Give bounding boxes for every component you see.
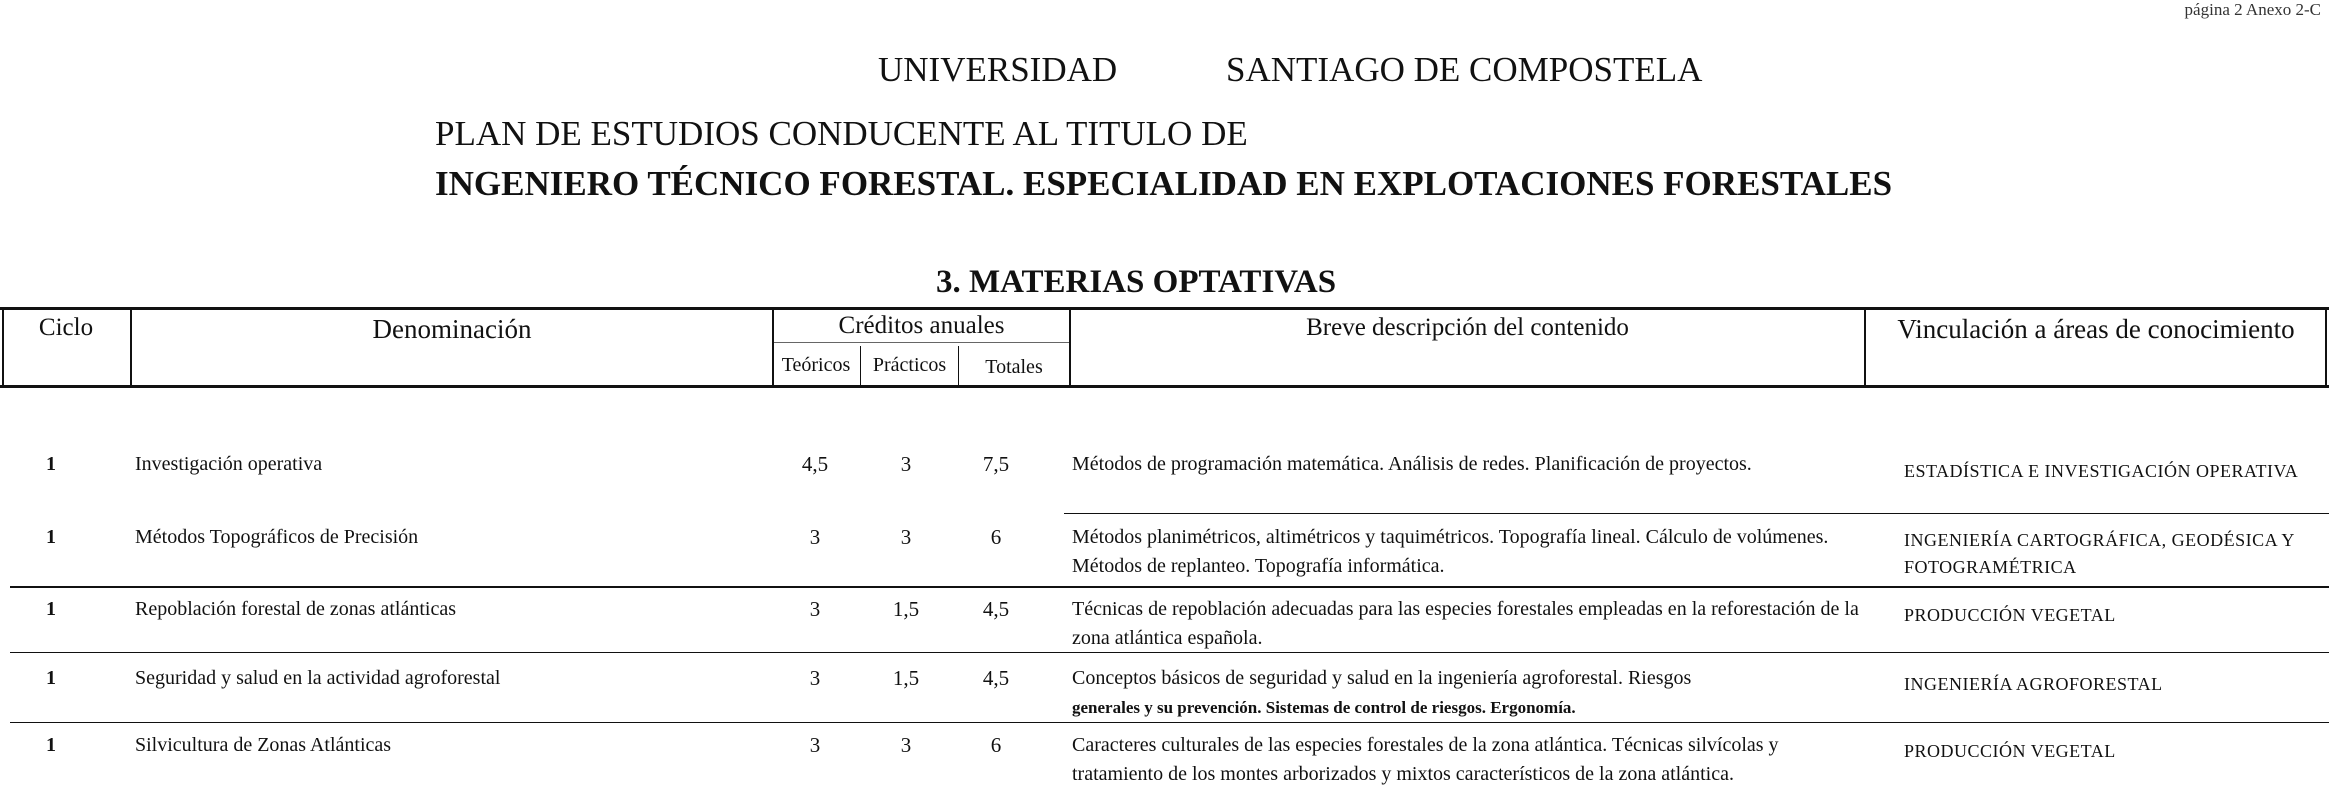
row-totales: 6 [990, 525, 1002, 549]
row-descripcion: Métodos de programación matemática. Análisis de redes. Planificación de proyectos. [1072, 453, 1752, 475]
row-descripcion: Métodos planimétricos, altimétricos y taquimétricos. Topografía lineal. Cálculo de volúmenes. Métodos de replanteo. Topografía informática. [1072, 526, 1829, 577]
row-descripcion: Caracteres culturales de las especies forestales de la zona atlántica. Técnicas silvícolas y tratamiento de los montes arborizados y mixtos característicos de la zona atlántica. [1072, 734, 1779, 785]
row-practicos: 1,5 [892, 666, 920, 690]
row-descripcion-line: Conceptos básicos de seguridad y salud en la ingeniería agroforestal. Riesgos [1072, 667, 1692, 689]
row-practicos: 3 [900, 452, 912, 476]
row-descripcion [1072, 664, 1862, 722]
row-area: ESTADÍSTICA E INVESTIGACIÓN OPERATIVA [1904, 461, 2299, 481]
row-teoricos: 3 [809, 597, 821, 621]
row-area: PRODUCCIÓN VEGETAL [1904, 605, 2116, 625]
section-title: 3. MATERIAS OPTATIVAS [936, 264, 1337, 300]
row-ciclo: 1 [46, 734, 56, 756]
col-practicos: Prácticos [872, 354, 947, 376]
row-ciclo: 1 [46, 598, 56, 620]
row-practicos: 1,5 [892, 597, 920, 621]
row-practicos: 3 [900, 733, 912, 757]
col-teoricos: Teóricos [781, 354, 851, 376]
row-divider [10, 652, 2329, 653]
university-label: UNIVERSIDAD [878, 50, 1118, 89]
degree-title: INGENIERO TÉCNICO FORESTAL. ESPECIALIDAD EN EXPLOTACIONES FORESTALES [435, 164, 1893, 203]
row-practicos: 3 [900, 525, 912, 549]
col-totales: Totales [985, 356, 1043, 378]
row-denominacion: Seguridad y salud en la actividad agroforestal [135, 667, 501, 689]
header-bottom-rule [0, 385, 2329, 388]
row-area: INGENIERÍA CARTOGRÁFICA, GEODÉSICA Y FOTOGRAMÉTRICA [1904, 530, 2295, 577]
row-totales: 6 [990, 733, 1002, 757]
row-totales: 4,5 [982, 597, 1010, 621]
page-reference: página 2 Anexo 2-C [2184, 0, 2321, 19]
row-teoricos: 3 [809, 666, 821, 690]
row-teoricos: 4,5 [801, 452, 829, 476]
row-totales: 7,5 [982, 452, 1010, 476]
row-teoricos: 3 [809, 525, 821, 549]
row-ciclo: 1 [46, 667, 56, 689]
col-descripcion: Breve descripción del contenido [1306, 314, 1629, 341]
row-teoricos: 3 [809, 733, 821, 757]
row-ciclo: 1 [46, 526, 56, 548]
row-descripcion-bold-line: generales y su prevención. Sistemas de control de riesgos. Ergonomía. [1072, 698, 1576, 717]
row-area: INGENIERÍA AGROFORESTAL [1904, 674, 2163, 694]
row-denominacion: Repoblación forestal de zonas atlánticas [135, 598, 456, 620]
credits-sub-rule [772, 342, 1070, 343]
row-area: PRODUCCIÓN VEGETAL [1904, 741, 2116, 761]
col-creditos: Créditos anuales [838, 312, 1005, 339]
row-totales: 4,5 [982, 666, 1010, 690]
row-denominacion: Investigación operativa [135, 453, 323, 475]
university-city: SANTIAGO DE COMPOSTELA [1226, 50, 1703, 89]
header-top-rule [0, 307, 2329, 310]
row-ciclo: 1 [46, 453, 56, 475]
plan-title: PLAN DE ESTUDIOS CONDUCENTE AL TITULO DE [435, 114, 1248, 153]
row-divider [10, 586, 2329, 588]
row-descripcion: Técnicas de repoblación adecuadas para las especies forestales empleadas en la reforestación de la zona atlántica española. [1072, 598, 1859, 649]
col-denominacion: Denominación [372, 314, 532, 344]
row-denominacion: Métodos Topográficos de Precisión [135, 526, 419, 548]
row-divider [1064, 513, 2329, 514]
row-denominacion: Silvicultura de Zonas Atlánticas [135, 734, 392, 756]
col-vinculacion: Vinculación a áreas de conocimiento [1897, 314, 2295, 344]
col-ciclo: Ciclo [38, 314, 94, 341]
row-divider [10, 722, 2329, 723]
